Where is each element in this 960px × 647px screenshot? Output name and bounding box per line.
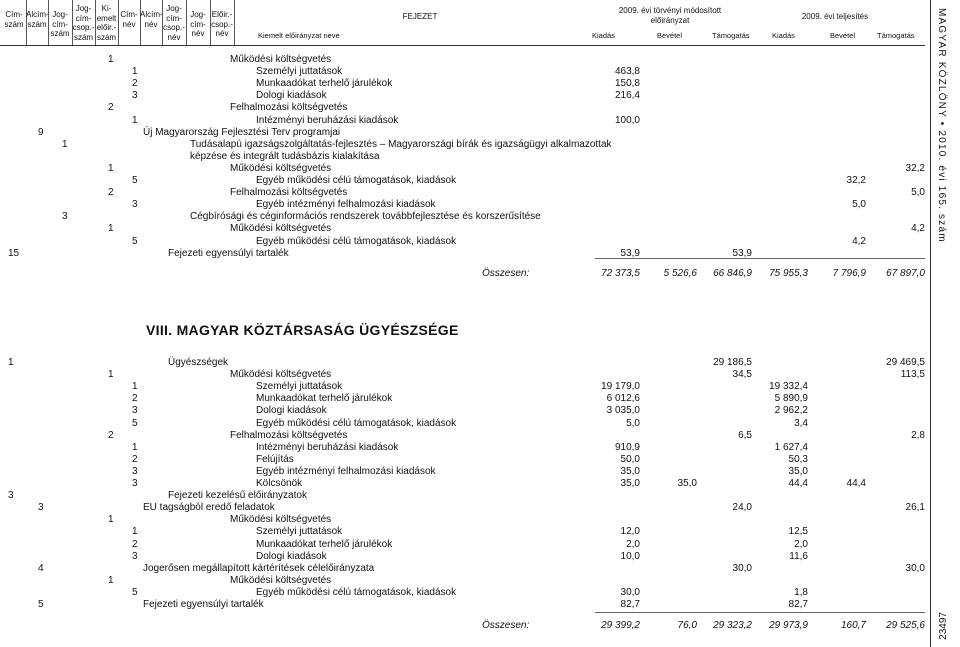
table-row xyxy=(0,418,925,430)
item-name: Cégbírósági és céginformációs rendszerek továbbfejlesztése és korszerűsítése xyxy=(190,211,541,223)
item-name: Kölcsönök xyxy=(256,478,303,489)
value-cell: 82,7 xyxy=(788,599,808,610)
table-row xyxy=(0,115,925,127)
value-cell: 24,0 xyxy=(732,502,752,514)
table-row xyxy=(0,211,925,223)
table-row xyxy=(0,575,925,587)
header-sub-1: Bevétel xyxy=(657,31,683,40)
value-cell: 2 962,2 xyxy=(774,405,808,417)
table-row xyxy=(0,139,925,151)
table-row xyxy=(0,369,925,381)
value-cell: 910,9 xyxy=(614,441,640,453)
item-name: Működési költségvetés xyxy=(230,369,332,381)
code-cell: 5 xyxy=(132,175,138,186)
header-sub-0: Kiadás xyxy=(592,31,615,40)
total-value: 7 796,9 xyxy=(832,268,866,279)
item-name: Felújítás xyxy=(256,453,294,465)
table-row xyxy=(0,490,925,502)
table-row xyxy=(0,90,925,102)
value-cell: 5,0 xyxy=(852,199,866,211)
item-name: EU tagságból eredő feladatok xyxy=(143,502,275,514)
value-cell: 150,8 xyxy=(614,78,640,90)
value-cell: 32,2 xyxy=(905,162,925,174)
code-cell: 5 xyxy=(132,417,138,429)
header-fejezet: FEJEZET xyxy=(402,12,438,21)
code-cell: 2 xyxy=(108,429,114,441)
code-cell: 3 xyxy=(132,465,138,477)
total-value: 29 399,2 xyxy=(601,620,640,631)
code-cell: 1 xyxy=(108,223,114,235)
item-name: Munkaadókat terhelő járulékok xyxy=(256,393,393,405)
item-name: Felhalmozási költségvetés xyxy=(230,429,348,441)
total-divider-1 xyxy=(595,258,925,259)
value-cell: 113,5 xyxy=(900,369,925,381)
value-cell: 26,1 xyxy=(905,502,925,514)
item-name: Egyéb működési célú támogatások, kiadások xyxy=(256,417,457,429)
value-cell: 30,0 xyxy=(905,562,925,574)
value-cell: 100,0 xyxy=(614,114,640,126)
value-cell: 2,8 xyxy=(911,429,925,441)
value-cell: 2,0 xyxy=(626,538,640,550)
code-cell: 5 xyxy=(38,599,44,610)
item-name: Fejezeti kezelésű előirányzatok xyxy=(168,490,307,502)
table-row xyxy=(0,442,925,454)
total-divider-2 xyxy=(595,612,925,613)
table-row xyxy=(0,381,925,393)
table-row xyxy=(0,466,925,478)
item-name: Dologi kiadások xyxy=(256,550,327,562)
table-row xyxy=(0,478,925,490)
total-value: 160,7 xyxy=(840,620,866,631)
code-cell: 1 xyxy=(132,66,138,78)
value-cell: 53,9 xyxy=(732,247,752,259)
table-row xyxy=(0,587,925,599)
code-cell: 1 xyxy=(108,369,114,381)
value-cell: 1 627,4 xyxy=(774,441,808,453)
code-cell: 3 xyxy=(132,405,138,417)
total-value: 66 846,9 xyxy=(713,268,752,279)
item-name: Új Magyarország Fejlesztési Terv programjai xyxy=(143,126,341,138)
item-name: Egyéb intézményi felhalmozási kiadások xyxy=(256,199,436,211)
item-name: Fejezeti egyensúlyi tartalék xyxy=(143,599,264,610)
item-name: Dologi kiadások xyxy=(256,90,327,102)
header-group-completion: 2009. évi teljesítés xyxy=(801,12,869,21)
header-col-6: Alcím- név xyxy=(140,10,163,29)
journal-title: MAGYAR KÖZLÖNY • 2010. évi 165. szám xyxy=(936,8,947,243)
value-cell: 19 179,0 xyxy=(601,381,640,393)
code-cell: 1 xyxy=(108,54,114,65)
section-title: VIII. MAGYAR KÖZTÁRSASÁG ÜGYÉSZSÉGE xyxy=(146,322,459,338)
header-sub-4: Bevétel xyxy=(830,31,856,40)
item-name: Egyéb működési célú támogatások, kiadások xyxy=(256,175,457,186)
value-cell: 2,0 xyxy=(794,538,808,550)
header-kiemelt: Kiemelt előirányzat neve xyxy=(258,31,340,40)
header-col-8: Jog- cím- név xyxy=(190,10,206,38)
code-cell: 1 xyxy=(8,357,14,368)
item-name: Működési költségvetés xyxy=(230,223,332,235)
code-cell: 2 xyxy=(132,78,138,90)
code-cell: 1 xyxy=(108,162,114,174)
table-row xyxy=(0,357,925,369)
total-value: 72 373,5 xyxy=(601,268,640,279)
header-col-7: Jog- cím- csop.- név xyxy=(163,4,185,42)
code-cell: 2 xyxy=(132,453,138,465)
table-row xyxy=(0,151,925,163)
total-row-2 xyxy=(0,620,925,632)
code-cell: 15 xyxy=(8,247,20,259)
item-name: Intézményi beruházási kiadások xyxy=(256,114,399,126)
code-cell: 1 xyxy=(132,441,138,453)
item-name: Jogerősen megállapított kártérítések célelőirányzata xyxy=(143,562,375,574)
value-cell: 5,0 xyxy=(911,187,925,199)
value-cell: 6,5 xyxy=(738,429,752,441)
total-value: 29 525,6 xyxy=(886,620,925,631)
code-cell: 5 xyxy=(132,235,138,247)
total-label: Összesen: xyxy=(482,268,530,279)
value-cell: 4,2 xyxy=(911,223,925,235)
table-row xyxy=(0,127,925,139)
table-row xyxy=(0,502,925,514)
item-name: Személyi juttatások xyxy=(256,66,343,78)
item-name: Felhalmozási költségvetés xyxy=(230,187,348,199)
item-name: Működési költségvetés xyxy=(230,514,332,526)
total-label: Összesen: xyxy=(482,620,530,631)
code-cell: 1 xyxy=(108,514,114,526)
code-cell: 3 xyxy=(132,550,138,562)
value-cell: 11,6 xyxy=(789,550,808,562)
table-row xyxy=(0,454,925,466)
item-name: Tudásalapú igazságszolgáltatás-fejlesztés – Magyarországi bírák és igazságügyi alkalmazottak xyxy=(190,138,612,150)
table-row xyxy=(0,430,925,442)
table-row xyxy=(0,551,925,563)
value-cell: 35,0 xyxy=(788,465,808,477)
table-row xyxy=(0,187,925,199)
value-cell: 3,4 xyxy=(794,417,808,429)
table-row xyxy=(0,514,925,526)
value-cell: 29 186,5 xyxy=(713,357,752,368)
value-cell: 50,3 xyxy=(788,453,808,465)
value-cell: 463,8 xyxy=(614,66,640,78)
value-cell: 35,0 xyxy=(677,478,697,489)
value-cell: 34,5 xyxy=(732,369,752,381)
code-cell: 3 xyxy=(62,211,68,223)
code-cell: 1 xyxy=(132,381,138,393)
code-cell: 1 xyxy=(132,114,138,126)
code-cell: 9 xyxy=(38,126,44,138)
value-cell: 50,0 xyxy=(620,453,640,465)
table-row xyxy=(0,223,925,235)
item-name: Működési költségvetés xyxy=(230,54,332,65)
item-name: Működési költségvetés xyxy=(230,162,332,174)
code-cell: 1 xyxy=(132,526,138,538)
total-value: 5 526,6 xyxy=(663,268,697,279)
table-header xyxy=(0,0,925,46)
header-col-4: Ki- emelt előir.- szám xyxy=(96,4,117,42)
code-cell: 1 xyxy=(108,574,114,586)
header-sub-2: Támogatás xyxy=(712,31,750,40)
value-cell: 4,2 xyxy=(852,235,866,247)
code-cell: 2 xyxy=(108,187,114,199)
item-name: Munkaadókat terhelő járulékok xyxy=(256,538,393,550)
code-cell: 4 xyxy=(38,562,44,574)
value-cell: 30,0 xyxy=(620,586,640,598)
value-cell: 6 012,6 xyxy=(606,393,640,405)
header-col-2: Jog- cím- szám xyxy=(50,10,70,38)
value-cell: 53,9 xyxy=(620,247,640,259)
table-row xyxy=(0,199,925,211)
table-row xyxy=(0,66,925,78)
total-value: 29 973,9 xyxy=(769,620,808,631)
header-separator xyxy=(234,0,235,45)
header-col-3: Jog- cím- csop.- szám xyxy=(72,4,95,42)
code-cell: 2 xyxy=(108,102,114,114)
total-row-1 xyxy=(0,268,925,280)
header-sub-5: Támogatás xyxy=(877,31,915,40)
table-row xyxy=(0,175,925,187)
code-cell: 2 xyxy=(132,393,138,405)
header-col-1: Alcím- szám xyxy=(26,10,49,29)
value-cell: 30,0 xyxy=(732,562,752,574)
code-cell: 3 xyxy=(132,199,138,211)
item-name: Fejezeti egyensúlyi tartalék xyxy=(168,247,289,259)
value-cell: 3 035,0 xyxy=(606,405,640,417)
code-cell: 3 xyxy=(8,490,14,502)
value-cell: 12,5 xyxy=(788,526,808,538)
value-cell: 5,0 xyxy=(626,417,640,429)
table-row xyxy=(0,539,925,551)
item-name: Ügyészségek xyxy=(168,357,229,368)
item-name: Egyéb működési célú támogatások, kiadások xyxy=(256,235,457,247)
table-row xyxy=(0,405,925,417)
item-name: Működési költségvetés xyxy=(230,574,332,586)
total-value: 67 897,0 xyxy=(886,268,925,279)
page-number: 23497 xyxy=(938,612,949,640)
value-cell: 35,0 xyxy=(620,465,640,477)
value-cell: 216,4 xyxy=(614,90,640,102)
code-cell: 5 xyxy=(132,586,138,598)
value-cell: 32,2 xyxy=(846,175,866,186)
code-cell: 3 xyxy=(132,90,138,102)
item-name: Személyi juttatások xyxy=(256,381,343,393)
value-cell: 19 332,4 xyxy=(769,381,808,393)
table-row xyxy=(0,78,925,90)
value-cell: 29 469,5 xyxy=(886,357,925,368)
item-name: Egyéb működési célú támogatások, kiadások xyxy=(256,586,457,598)
item-name: képzése és integrált tudásbázis kialakítása xyxy=(190,150,380,162)
code-cell: 1 xyxy=(62,138,68,150)
value-cell: 44,4 xyxy=(846,478,866,489)
total-value: 75 955,3 xyxy=(769,268,808,279)
header-col-5: Cím- név xyxy=(120,10,138,29)
value-cell: 82,7 xyxy=(620,599,640,610)
header-sub-3: Kiadás xyxy=(772,31,795,40)
table-row xyxy=(0,599,925,611)
item-name: Személyi juttatások xyxy=(256,526,343,538)
header-col-9: Előir.- csop.- név xyxy=(211,10,233,38)
value-cell: 10,0 xyxy=(620,550,640,562)
item-name: Felhalmozási költségvetés xyxy=(230,102,348,114)
item-name: Dologi kiadások xyxy=(256,405,327,417)
total-value: 29 323,2 xyxy=(713,620,752,631)
table-row xyxy=(0,563,925,575)
total-value: 76,0 xyxy=(677,620,697,631)
table-row xyxy=(0,393,925,405)
item-name: Munkaadókat terhelő járulékok xyxy=(256,78,393,90)
table-row xyxy=(0,54,925,66)
code-cell: 3 xyxy=(38,502,44,514)
item-name: Egyéb intézményi felhalmozási kiadások xyxy=(256,465,436,477)
item-name: Intézményi beruházási kiadások xyxy=(256,441,399,453)
table-row xyxy=(0,102,925,114)
value-cell: 35,0 xyxy=(620,478,640,489)
header-group-modified: 2009. évi törvényi módosított előirányzat xyxy=(618,6,722,25)
value-cell: 12,0 xyxy=(620,526,640,538)
table-row xyxy=(0,526,925,538)
table-row xyxy=(0,163,925,175)
value-cell: 5 890,9 xyxy=(774,393,808,405)
table-row xyxy=(0,236,925,248)
code-cell: 2 xyxy=(132,538,138,550)
value-cell: 1,8 xyxy=(794,586,808,598)
code-cell: 3 xyxy=(132,478,138,489)
header-col-0: Cím- szám xyxy=(4,10,24,29)
value-cell: 44,4 xyxy=(788,478,808,489)
